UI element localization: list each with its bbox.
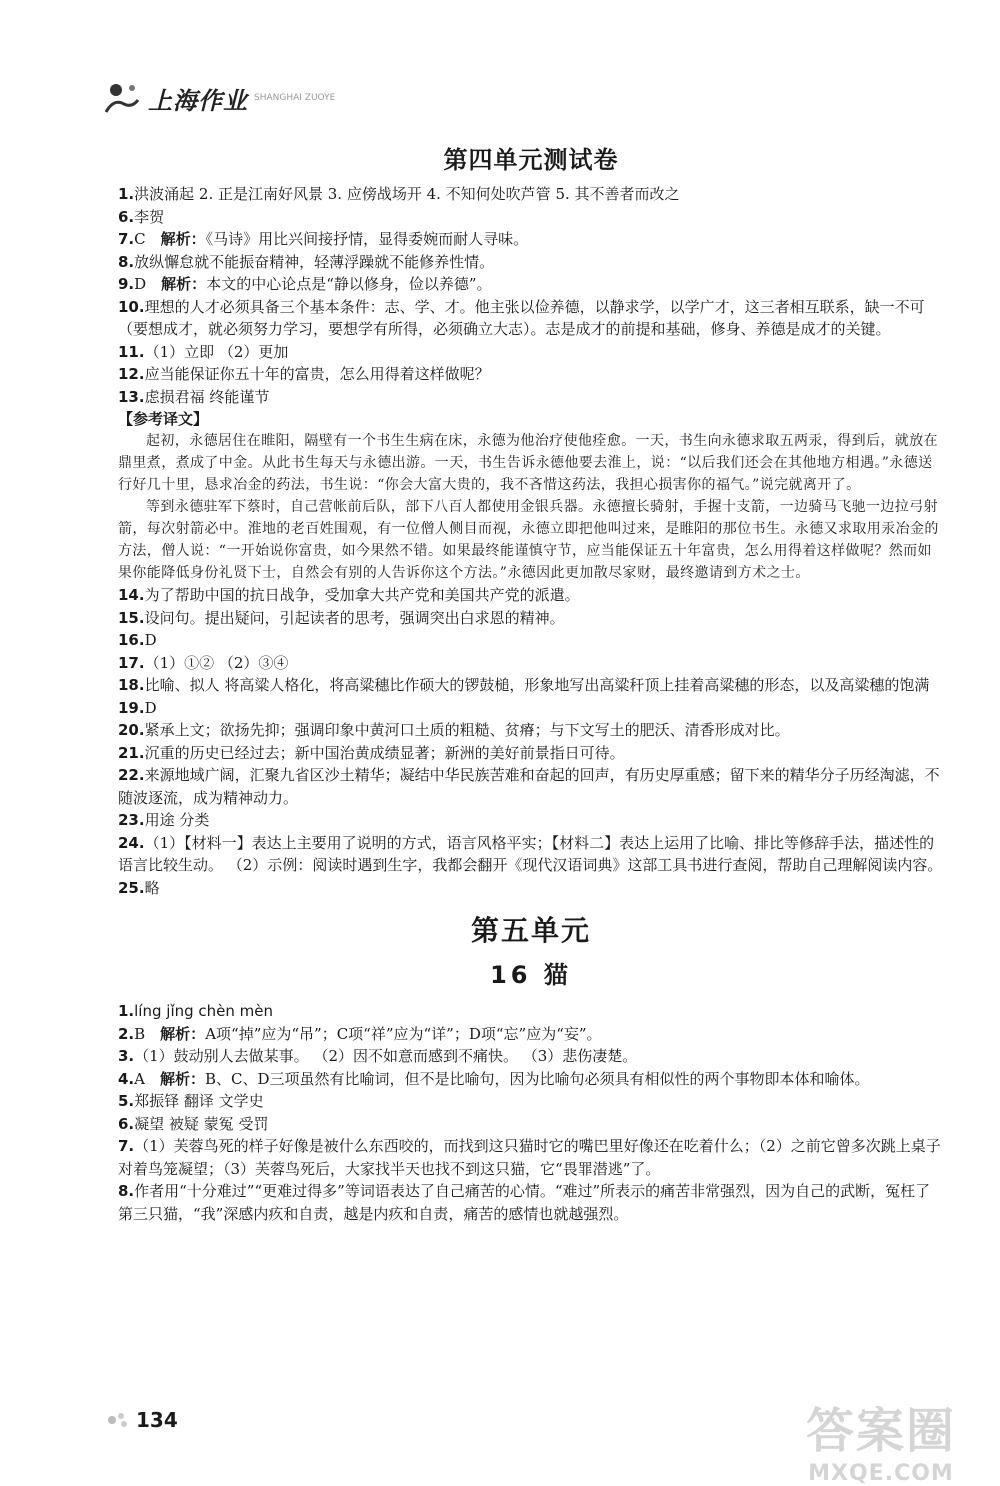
answer-text: 来源地域广阔，汇聚九省区沙土精华；凝结中华民族苦难和奋起的回声，有历史厚重感；留下来的精华分子历经淘滤，不随波逐流，成为精神动力。 bbox=[118, 766, 940, 807]
answer-number: 1. bbox=[118, 185, 135, 203]
answer-item bbox=[118, 386, 944, 409]
section5-answers bbox=[118, 1000, 944, 1225]
analysis-text: 《马诗》用比兴间接抒情，显得委婉而耐人寻味。 bbox=[205, 230, 529, 248]
answer-item bbox=[118, 363, 944, 386]
analysis-label: 解析： bbox=[159, 1069, 205, 1088]
answer-text: （1）鼓动别人去做某事。 （2）因不如意而感到不痛快。 （3）悲伤凄楚。 bbox=[134, 1047, 638, 1065]
analysis-label: 解析： bbox=[160, 230, 206, 248]
answer-number: 1. bbox=[118, 1002, 135, 1020]
answer-text: 设问句。提出疑问，引起读者的思考，强调突出白求恩的精神。 bbox=[144, 608, 565, 627]
answer-text: （1）立即 （2）更加 bbox=[144, 342, 289, 361]
page-number: 134 bbox=[136, 1408, 178, 1432]
answer-text: （1）芙蓉鸟死的样子好像是被什么东西咬的，而找到这只猫时它的嘴巴里好像还在吃着什么；（2）之前它曾多次跳上桌子对着鸟笼凝望；（3）芙蓉鸟死后，大家找半天也找不到这只猫，它“畏罪潜逃”了。 bbox=[118, 1137, 941, 1178]
translation-paragraph: 起初，永德居住在睢阳，隔壁有一个书生生病在床，永德为他治疗使他痊愈。一天，书生向永德求取五两汞，得到后，就放在鼎里煮，煮成了中金。从此书生每天与永德出游。一天，书生告诉永德他要去淮上，说：“以后我们还会在其他地方相遇。”永德送行好几十里，恳求冶金的药法，书生说：“你会大富大贵的，我不吝惜这药法，我担心损害你的福气。”说完就离开了。 bbox=[118, 433, 938, 493]
answer-text: 虑损君福 终能谨节 bbox=[144, 387, 270, 406]
answer-item bbox=[118, 652, 944, 675]
watermark bbox=[806, 1392, 956, 1486]
answer-number: 5. bbox=[118, 1092, 135, 1110]
answer-text: 放纵懈怠就不能振奋精神，轻薄浮躁就不能修养性情。 bbox=[134, 252, 495, 271]
reference-translation-title: 【参考译文】 bbox=[118, 410, 209, 428]
answer-item bbox=[118, 228, 944, 251]
section4-answers bbox=[118, 183, 944, 408]
section5-title: 第五单元 bbox=[470, 914, 591, 947]
answer-text: （1）【材料一】表达上主要用了说明的方式，语言风格平实；【材料二】表达上运用了比喻、排比等修辞手法，描述性的语言比较生动。 （2）示例：阅读时遇到生字，我都会翻开《现代汉语词典》这部工具书进行查阅，帮助自己理解阅读内容。 bbox=[118, 833, 943, 874]
answer-number: 8. bbox=[118, 1182, 135, 1200]
section4-title: 第四单元测试卷 bbox=[443, 146, 619, 174]
header-logo bbox=[102, 78, 335, 118]
answer-item bbox=[118, 341, 944, 364]
answer-item bbox=[118, 719, 944, 742]
answer-number: 21. bbox=[118, 743, 145, 762]
answer-number: 7. bbox=[118, 230, 135, 248]
answer-item bbox=[118, 206, 944, 229]
answer-number: 20. bbox=[118, 721, 145, 739]
answer-number: 2. bbox=[118, 1024, 135, 1043]
answer-text: 凝望 被疑 蒙冤 受罚 bbox=[134, 1114, 269, 1133]
answer-number: 13. bbox=[118, 387, 145, 406]
answer-number: 24. bbox=[118, 833, 145, 852]
answer-number: 3. bbox=[118, 1047, 135, 1065]
lesson-title: 16 猫 bbox=[490, 961, 572, 989]
answer-number: 19. bbox=[118, 698, 145, 717]
answer-text: 沉重的历史已经过去；新中国治黄成绩显著；新洲的美好前景指日可待。 bbox=[144, 743, 625, 762]
answer-text: 理想的人才必须具备三个基本条件：志、学、才。他主张以俭养德，以静求学，以学广才，这三者相互联系，缺一不可（要想成才，就必须努力学习，要想学有所得，必须确立大志）。志是成才的前提和基础，修身、养德是成才的关键。 bbox=[118, 297, 925, 338]
answer-text: B bbox=[134, 1024, 146, 1043]
answer-item bbox=[118, 607, 944, 630]
answer-number: 25. bbox=[118, 878, 145, 897]
answer-text: D bbox=[134, 275, 147, 293]
answer-item bbox=[118, 1135, 944, 1180]
answer-item bbox=[118, 1090, 944, 1113]
answer-text: 略 bbox=[144, 878, 160, 897]
answer-item bbox=[118, 742, 944, 765]
answer-number: 15. bbox=[118, 608, 145, 627]
answer-text: D bbox=[144, 631, 157, 649]
answer-text: 洪波涌起 2. 正是江南好风景 3. 应傍战场开 4. 不知何处吹芦管 5. 其不善者而改之 bbox=[134, 185, 680, 203]
answer-number: 4. bbox=[118, 1069, 135, 1088]
answer-text: 郑振铎 翻译 文学史 bbox=[134, 1092, 264, 1110]
page-footer bbox=[104, 1408, 178, 1432]
section4-answers-continued bbox=[118, 584, 944, 899]
logo-text: 上海作业 bbox=[148, 85, 248, 115]
answer-number: 6. bbox=[118, 207, 135, 226]
answer-text: 李贺 bbox=[134, 207, 165, 226]
answer-number: 12. bbox=[118, 365, 145, 383]
answer-text: D bbox=[144, 698, 157, 717]
answer-item bbox=[118, 584, 944, 607]
answer-item bbox=[118, 1000, 944, 1023]
answer-text: 作者用“十分难过”“更难过得多”等词语表达了自己痛苦的心情。“难过”所表示的痛苦非常强烈，因为自己的武断，冤枉了第三只猫，“我”深感内疚和自责，越是内疚和自责，痛苦的感情也就越强烈。 bbox=[118, 1182, 931, 1223]
analysis-text: A项“掉”应为“吊”；C项“祥”应为“详”；D项“忘”应为“妄”。 bbox=[205, 1024, 602, 1043]
answer-item bbox=[118, 296, 944, 341]
answer-number: 14. bbox=[118, 586, 145, 604]
answer-number: 11. bbox=[118, 342, 145, 361]
answer-number: 10. bbox=[118, 297, 145, 316]
answer-number: 22. bbox=[118, 766, 145, 784]
answer-item bbox=[118, 251, 944, 274]
answer-number: 6. bbox=[118, 1114, 135, 1133]
answer-text: A bbox=[134, 1069, 145, 1088]
logo-subtext: SHANGHAI ZUOYE bbox=[254, 93, 336, 103]
analysis-label: 解析： bbox=[161, 275, 207, 293]
footer-decoration-icon bbox=[104, 1408, 132, 1432]
answer-text: 紧承上文；欲扬先抑；强调印象中黄河口土质的粗糙、贫瘠；与下文写土的肥沃、清香形成对比。 bbox=[144, 721, 790, 739]
answer-number: 7. bbox=[118, 1137, 135, 1155]
answer-item bbox=[118, 1180, 944, 1225]
answer-number: 16. bbox=[118, 631, 145, 649]
page-content bbox=[118, 140, 944, 1225]
answer-item bbox=[118, 674, 944, 697]
answer-number: 18. bbox=[118, 676, 145, 694]
answer-item bbox=[118, 1023, 944, 1046]
watermark-sub: MXQE.COM bbox=[808, 1461, 954, 1486]
answer-item bbox=[118, 832, 944, 877]
answer-item bbox=[118, 1068, 944, 1091]
answer-item bbox=[118, 697, 944, 720]
answer-number: 17. bbox=[118, 653, 145, 672]
answer-item bbox=[118, 764, 944, 809]
analysis-label: 解析： bbox=[160, 1024, 206, 1043]
answer-item bbox=[118, 629, 944, 652]
answer-item bbox=[118, 809, 944, 832]
logo-icon bbox=[102, 78, 142, 118]
analysis-text: 本文的中心论点是“静以修身，俭以养德”。 bbox=[206, 275, 492, 293]
answer-item bbox=[118, 877, 944, 900]
answer-item bbox=[118, 273, 944, 296]
answer-text: 比喻、拟人 将高粱人格化，将高粱穗比作硕大的锣鼓槌，形象地写出高粱秆顶上挂着高粱穗的形态，以及高粱穗的饱满 bbox=[144, 676, 930, 694]
analysis-text: B、C、D三项虽然有比喻词，但不是比喻句，因为比喻句必须具有相似性的两个事物即本体和喻体。 bbox=[205, 1069, 870, 1088]
watermark-main: 答案圈 bbox=[805, 1403, 956, 1459]
answer-text: 用途 分类 bbox=[144, 811, 210, 829]
answer-text: （1）①② （2）③④ bbox=[144, 653, 289, 672]
answer-item bbox=[118, 1113, 944, 1136]
answer-text: 应当能保证你五十年的富贵，怎么用得着这样做呢？ bbox=[144, 365, 490, 383]
answer-number: 23. bbox=[118, 811, 145, 829]
answer-number: 9. bbox=[118, 275, 135, 293]
answer-text: 为了帮助中国的抗日战争，受加拿大共产党和美国共产党的派遣。 bbox=[144, 586, 580, 604]
answer-number: 8. bbox=[118, 252, 135, 271]
answer-text: C bbox=[134, 230, 146, 248]
reference-translation bbox=[118, 430, 944, 584]
translation-paragraph: 等到永德驻军下蔡时，自己营帐前后队，部下八百人都使用金银兵器。永德擅长骑射，手握十支箭，一边骑马飞驰一边拉弓射箭，每次射箭必中。淮地的老百姓围观，有一位僧人侧目而视，永德立即把他叫过来，是睢阳的那位书生。永德又求取用汞冶金的方法，僧人说：“一开始说你富贵，如今果然不错。如果最终能谨慎守节，应当能保证五十年富贵，怎么用得着这样做呢？然而如果你能降低身份礼贤下士，自然会有别的人告诉你这个方法。”永德因此更加散尽家财，最终邀请到方术之士。 bbox=[118, 499, 939, 581]
answer-item bbox=[118, 1045, 944, 1068]
answer-item bbox=[118, 183, 944, 206]
answer-text: líng jǐng chèn mèn bbox=[134, 1002, 274, 1020]
